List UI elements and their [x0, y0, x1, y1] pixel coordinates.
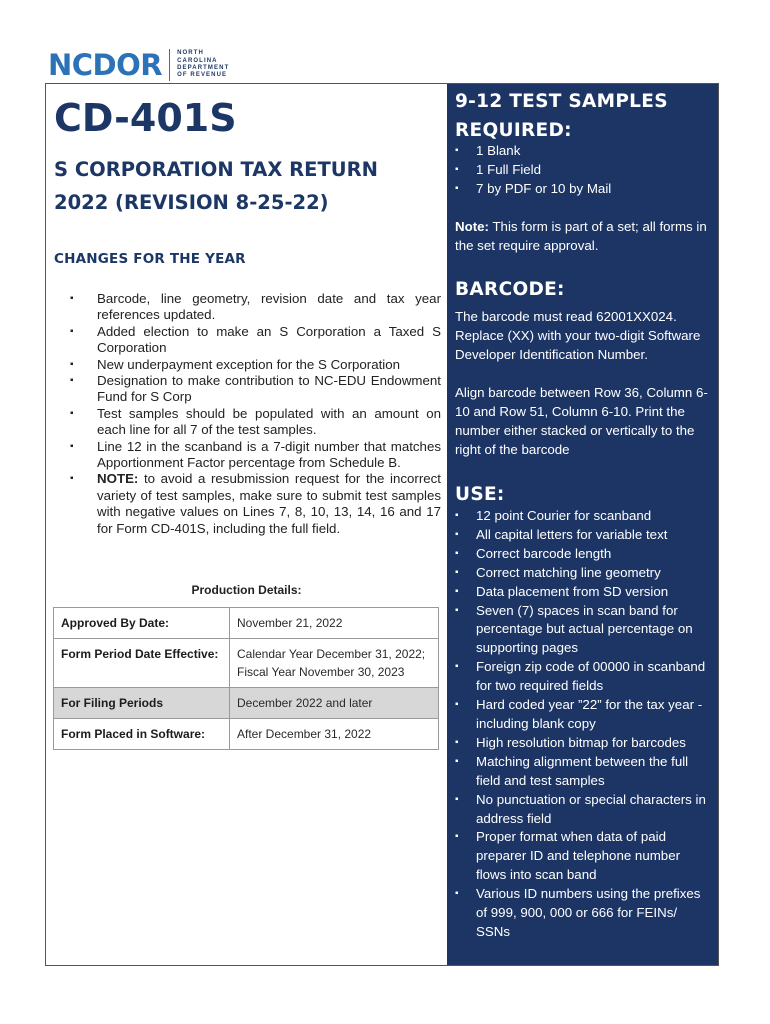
list-item: ▪ Line 12 in the scanband is a 7-digit number that matches Apportionment Factor percentage from Schedule B.: [68, 439, 441, 472]
row-label: Approved By Date:: [54, 608, 230, 639]
row-value: December 2022 and later: [230, 688, 439, 719]
table-row: [54, 688, 439, 719]
logo-sub-line: NORTH: [177, 50, 204, 57]
note-label: NOTE:: [97, 471, 139, 487]
use-list: [455, 507, 713, 942]
table-row: [54, 639, 439, 688]
row-label: Form Placed in Software:: [54, 719, 230, 750]
row-label: For Filing Periods: [54, 688, 230, 719]
list-item: ▪ Matching alignment between the full field and test samples: [455, 753, 713, 791]
list-item: ▪ New underpayment exception for the S Corporation: [68, 357, 441, 373]
list-item: ▪ 12 point Courier for scanband: [455, 507, 713, 526]
row-value: November 21, 2022: [230, 608, 439, 639]
samples-heading: [455, 87, 668, 145]
production-table: [53, 607, 439, 750]
samples-note: [455, 218, 717, 256]
list-item: ▪ Designation to make contribution to NC-EDU Endowment Fund for S Corp: [68, 373, 441, 406]
list-item: ▪ Added election to make an S Corporation a Taxed S Corporation: [68, 324, 441, 357]
list-item: ▪ Correct barcode length: [455, 545, 713, 564]
list-item: ▪ Seven (7) spaces in scan band for percentage but actual percentage on supporting pages: [455, 602, 713, 659]
list-item: ▪ Barcode, line geometry, revision date and tax year references updated.: [68, 291, 441, 324]
list-item: ▪ Foreign zip code of 00000 in scanband for two required fields: [455, 658, 713, 696]
ncdor-logo: [48, 48, 229, 82]
left-column: [46, 84, 447, 965]
list-item: ▪ Hard coded year ”22” for the tax year - including blank copy: [455, 696, 713, 734]
list-item: ▪ 7 by PDF or 10 by Mail: [455, 180, 713, 199]
barcode-paragraph: The barcode must read 62001XX024. Replace (XX) with your two-digit Software Developer Identification Number.: [455, 309, 701, 362]
note-text: to avoid a resubmission request for the incorrect variety of test samples, make sure to submit test samples with negative values on Lines 7, 8, 10, 13, 14, 16 and 17 for Form CD-401S, including the full field.: [97, 471, 441, 536]
logo-sub-line: OF REVENUE: [177, 72, 228, 79]
note-label: Note:: [455, 219, 489, 234]
row-value: After December 31, 2022: [230, 719, 439, 750]
list-item: ▪ No punctuation or special characters in address field: [455, 791, 713, 829]
samples-heading-line: REQUIRED:: [455, 120, 572, 141]
form-title-line: S CORPORATION TAX RETURN: [54, 158, 378, 181]
barcode-paragraph: Align barcode between Row 36, Column 6-10 and Row 51, Column 6-10. Print the number either stacked or vertically to the right of the barcode: [455, 385, 708, 457]
list-item: ▪ 1 Blank: [455, 142, 713, 161]
changes-heading: CHANGES FOR THE YEAR: [54, 251, 246, 267]
list-item: ▪ All capital letters for variable text: [455, 526, 713, 545]
logo-divider: [169, 49, 170, 81]
table-row: [54, 608, 439, 639]
form-id: CD-401S: [54, 96, 237, 140]
logo-subtitle: [177, 50, 229, 80]
use-heading: USE:: [455, 484, 505, 505]
form-title-line: 2022 (REVISION 8-25-22): [54, 191, 329, 214]
logo-sub-line: DEPARTMENT: [177, 65, 230, 71]
production-heading: Production Details:: [191, 583, 302, 597]
logo-wordmark: NCDOR: [48, 48, 163, 82]
list-item: ▪ High resolution bitmap for barcodes: [455, 734, 713, 753]
barcode-heading: BARCODE:: [455, 279, 565, 300]
list-item: ▪ Test samples should be populated with an amount on each line for all 7 of the test samples.: [68, 406, 441, 439]
row-value-line: Calendar Year December 31, 2022;: [237, 647, 426, 661]
row-value: [230, 639, 439, 688]
form-title: [54, 153, 444, 219]
logo-sub-line: CAROLINA: [177, 57, 218, 64]
note-text: This form is part of a set; all forms in the set require approval.: [455, 219, 707, 253]
list-item: ▪ Proper format when data of paid preparer ID and telephone number flows into scan band: [455, 828, 713, 885]
list-item: ▪ 1 Full Field: [455, 161, 713, 180]
row-label: Form Period Date Effective:: [54, 639, 230, 688]
list-item: ▪ Data placement from SD version: [455, 583, 713, 602]
row-value-line: Fiscal Year November 30, 2023: [237, 665, 405, 679]
samples-heading-line: 9-12 TEST SAMPLES: [455, 91, 668, 112]
list-item-note: [68, 471, 441, 537]
right-sidebar: [447, 84, 718, 965]
list-item: ▪ Various ID numbers using the prefixes of 999, 900, 000 or 666 for FEINs/ SSNs: [455, 885, 713, 942]
table-row: [54, 719, 439, 750]
list-item: ▪ Correct matching line geometry: [455, 564, 713, 583]
changes-list: [68, 291, 441, 537]
samples-list: [455, 142, 713, 199]
